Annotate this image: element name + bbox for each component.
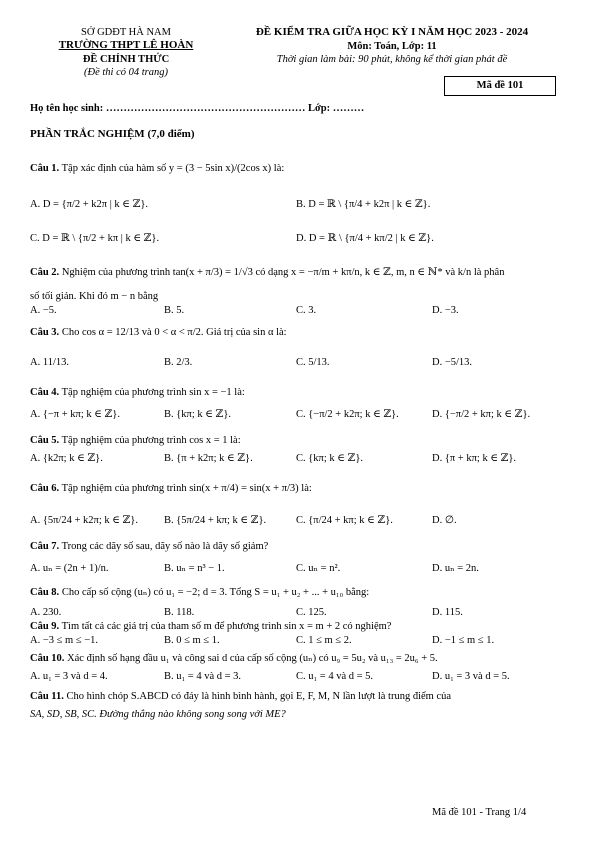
- question-3: [30, 326, 563, 339]
- q8-option-c: C. 125.: [296, 607, 327, 618]
- time-limit: Thời gian làm bài: 90 phút, không kể thời gian phát đề: [276, 53, 508, 65]
- q7-option-a: A. uₙ = (2n + 1)/n.: [30, 563, 109, 574]
- question-text: Cho cấp số cộng (uₙ) có u₁ = −2; d = 3. Tổng S = u₁ + u₂ + ... + u₁₀ bằng:: [61, 587, 370, 598]
- question-2: [30, 266, 563, 279]
- question-label: Câu 11.: [30, 691, 64, 702]
- question-label: Câu 10.: [30, 653, 65, 664]
- question-text: Tập nghiệm của phương trình cos x = 1 là:: [61, 435, 241, 446]
- q5-option-c: C. {kπ; k ∈ ℤ}.: [296, 453, 363, 464]
- question-6: [30, 482, 563, 495]
- q10-option-b: B. u₁ = 4 và d = 3.: [164, 671, 242, 682]
- q9-option-b: B. 0 ≤ m ≤ 1.: [164, 635, 220, 646]
- question-text: Trong các dãy số sau, dãy số nào là dãy số giảm?: [61, 541, 269, 552]
- question-label: Câu 6.: [30, 483, 60, 494]
- q9-option-a: A. −3 ≤ m ≤ −1.: [30, 635, 98, 646]
- department: SỞ GDĐT HÀ NAM: [81, 27, 171, 38]
- question-9: [30, 620, 563, 633]
- q6-option-a: A. {5π/24 + k2π; k ∈ ℤ}.: [30, 515, 138, 526]
- question-text: Xác định số hạng đầu u₁ và công sai d của cấp số cộng (uₙ) có u₉ = 5u₂ và u₁₃ = 2u₆ + 5.: [67, 653, 438, 664]
- question-label: Câu 8.: [30, 587, 60, 598]
- question-text: Cho cos α = 12/13 và 0 < α < π/2. Giá trị của sin α là:: [61, 327, 287, 338]
- page-count: (Đề thi có 04 trang): [84, 67, 168, 78]
- q7-option-c: C. uₙ = n².: [296, 563, 341, 574]
- question-label: Câu 3.: [30, 327, 60, 338]
- student-info: Họ tên học sinh: ………………………………………………… Lớp: ………: [30, 103, 365, 114]
- question-text: Tập nghiệm của phương trình sin x = −1 là:: [61, 387, 245, 398]
- q6-option-c: C. {π/24 + kπ; k ∈ ℤ}.: [296, 515, 393, 526]
- official-label: ĐỀ CHÍNH THỨC: [82, 53, 170, 65]
- page-footer: Mã đề 101 - Trang 1/4: [432, 807, 527, 818]
- q3-option-b: B. 2/3.: [164, 357, 193, 368]
- q9-option-c: C. 1 ≤ m ≤ 2.: [296, 635, 352, 646]
- q4-option-a: A. {−π + kπ; k ∈ ℤ}.: [30, 409, 120, 420]
- exam-code-box: Mã đề 101: [444, 76, 556, 96]
- q2-option-c: C. 3.: [296, 305, 317, 316]
- q6-option-b: B. {5π/24 + kπ; k ∈ ℤ}.: [164, 515, 267, 526]
- school-name: TRƯỜNG THPT LÊ HOÀN: [58, 39, 194, 52]
- question-text: Nghiệm của phương trình tan(x + π/3) = 1/√3 có dạng x = −π/m + kπ/n, k ∈ ℤ, m, n ∈ ℕ* và k/n là phân: [61, 267, 505, 278]
- question-1: [30, 162, 563, 175]
- question-text: Tìm tất cả các giá trị của tham số m để phương trình sin x = m + 2 có nghiệm?: [61, 621, 392, 632]
- q10-option-c: C. u₁ = 4 và d = 5.: [296, 671, 374, 682]
- q4-option-c: C. {−π/2 + k2π; k ∈ ℤ}.: [296, 409, 399, 420]
- question-8: [30, 586, 563, 599]
- q8-option-d: D. 115.: [432, 607, 463, 618]
- question-text: Tập xác định của hàm số y = (3 − 5sin x)/(2cos x) là:: [61, 163, 285, 174]
- question-label: Câu 1.: [30, 163, 60, 174]
- question-11: [30, 690, 563, 703]
- q1-option-a: A. D = {π/2 + k2π | k ∈ ℤ}.: [30, 199, 149, 210]
- question-label: Câu 4.: [30, 387, 60, 398]
- q5-option-d: D. {π + kπ; k ∈ ℤ}.: [432, 453, 517, 464]
- q1-option-c: C. D = ℝ \ {π/2 + kπ | k ∈ ℤ}.: [30, 233, 160, 244]
- q4-option-b: B. {kπ; k ∈ ℤ}.: [164, 409, 231, 420]
- q10-option-a: A. u₁ = 3 và d = 4.: [30, 671, 108, 682]
- question-text: Cho hình chóp S.ABCD có đáy là hình bình hành, gọi E, F, M, N lần lượt là trung điểm của: [66, 691, 452, 702]
- question-label: Câu 5.: [30, 435, 60, 446]
- question-7: [30, 540, 563, 553]
- q2-option-d: D. −3.: [432, 305, 459, 316]
- q9-option-d: D. −1 ≤ m ≤ 1.: [432, 635, 495, 646]
- question-10: [30, 652, 563, 665]
- q4-option-d: D. {−π/2 + kπ; k ∈ ℤ}.: [432, 409, 531, 420]
- question-4: [30, 386, 563, 399]
- question-label: Câu 9.: [30, 621, 60, 632]
- question-text: Tập nghiệm của phương trình sin(x + π/4) = sin(x + π/3) là:: [61, 483, 312, 494]
- q7-option-b: B. uₙ = n³ − 1.: [164, 563, 225, 574]
- q5-option-b: B. {π + k2π; k ∈ ℤ}.: [164, 453, 253, 464]
- question-label: Câu 7.: [30, 541, 60, 552]
- q1-option-b: B. D = ℝ \ {π/4 + k2π | k ∈ ℤ}.: [296, 199, 431, 210]
- question-5: [30, 434, 563, 447]
- q7-option-d: D. uₙ = 2n.: [432, 563, 479, 574]
- q2-option-b: B. 5.: [164, 305, 185, 316]
- q5-option-a: A. {k2π; k ∈ ℤ}.: [30, 453, 103, 464]
- q2-option-a: A. −5.: [30, 305, 57, 316]
- section-title: PHẦN TRẮC NGHIỆM (7,0 điểm): [30, 128, 195, 140]
- header-right: [222, 26, 562, 66]
- q2-text-continued: số tối giản. Khi đó m − n bằng: [30, 291, 159, 302]
- q8-option-a: A. 230.: [30, 607, 62, 618]
- q3-option-a: A. 11/13.: [30, 357, 69, 368]
- exam-title: ĐỀ KIỂM TRA GIỮA HỌC KỲ I NĂM HỌC 2023 - 2024: [255, 26, 529, 38]
- q3-option-c: C. 5/13.: [296, 357, 330, 368]
- q8-option-b: B. 118.: [164, 607, 195, 618]
- q1-option-d: D. D = ℝ \ {π/4 + kπ/2 | k ∈ ℤ}.: [296, 233, 434, 244]
- q3-option-d: D. −5/13.: [432, 357, 473, 368]
- question-label: Câu 2.: [30, 267, 60, 278]
- q6-option-d: D. ∅.: [432, 515, 457, 526]
- q11-text-continued: SA, SD, SB, SC. Đường thẳng nào không song song với ME?: [30, 709, 286, 720]
- q10-option-d: D. u₁ = 3 và d = 5.: [432, 671, 510, 682]
- header-left: [36, 26, 216, 79]
- subject: Môn: Toán, Lớp: 11: [347, 40, 437, 52]
